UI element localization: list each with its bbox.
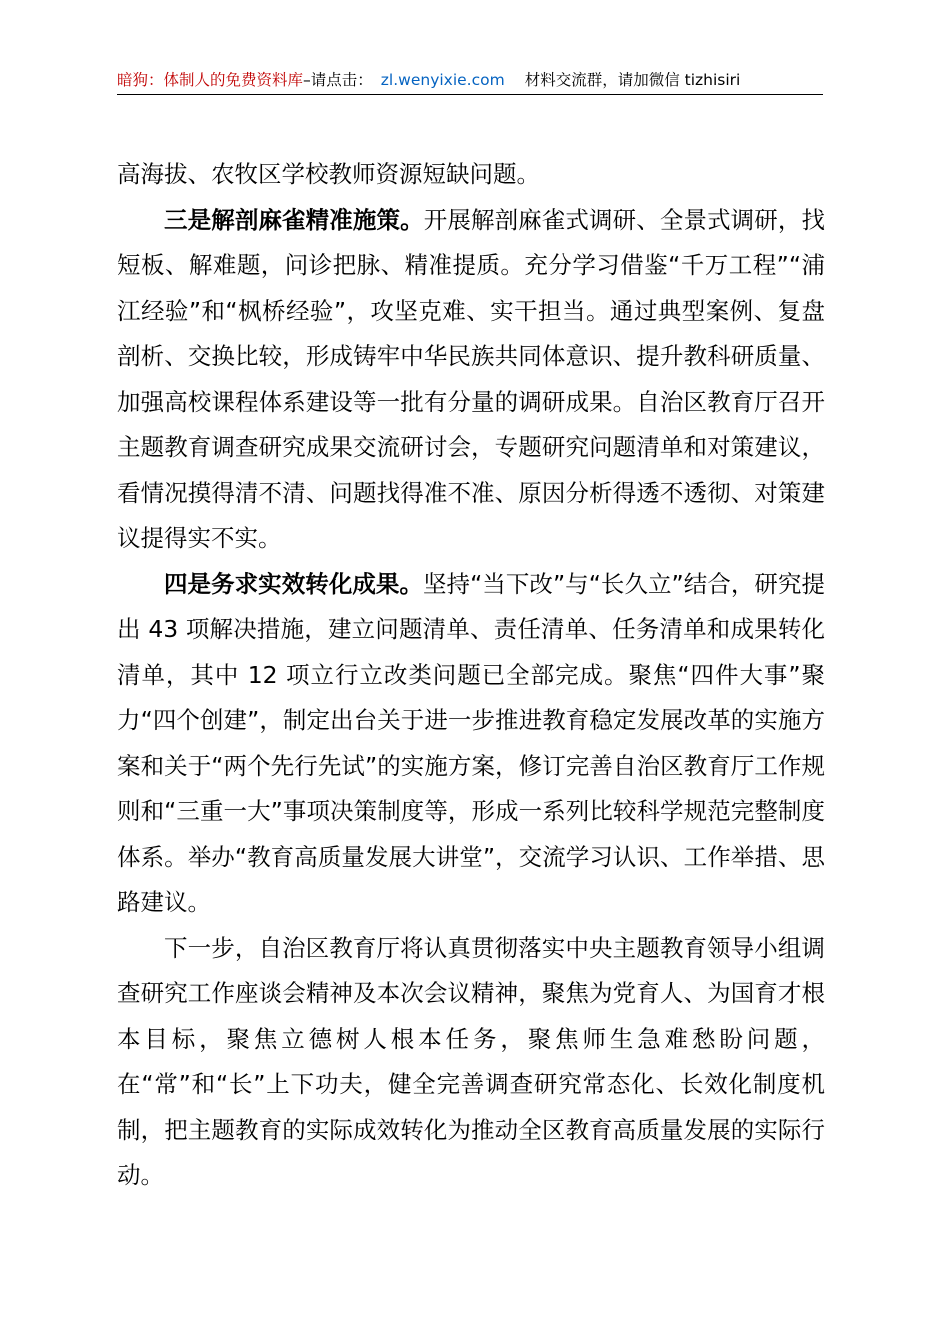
paragraph-point-four [117, 562, 825, 926]
header-prompt: –请点击： [303, 71, 373, 89]
paragraph-continuation [117, 152, 825, 198]
paragraph-text: 下一步，自治区教育厅将认真贯彻落实中央主题教育领导小组调查研究工作座谈会精神及本次会议精神，聚焦为党育人、为国育才根本目标，聚焦立德树人根本任务，聚焦师生急难愁盼问题，在“常”和“长”上下功夫，健全完善调查研究常态化、长效化制度机制，把主题教育的实际成效转化为推动全区教育高质量发展的实际行动。 [117, 933, 825, 1189]
paragraph-text: 开展解剖麻雀式调研、全景式调研，找短板、解难题，问诊把脉、精准提质。充分学习借鉴“千万工程”“浦江经验”和“枫桥经验”，攻坚克难、实干担当。通过典型案例、复盘剖析、交换比较，形成铸牢中华民族共同体意识、提升教科研质量、加强高校课程体系建设等一批有分量的调研成果。自治区教育厅召开主题教育调查研究成果交流研讨会，专题研究问题清单和对策建议，看情况摸得清不清、问题找得准不准、原因分析得透不透彻、对策建议提得实不实。 [117, 205, 826, 552]
paragraph-text: 坚持“当下改”与“长久立”结合，研究提出 43 项解决措施，建立问题清单、责任清单、任务清单和成果转化清单，其中 12 项立行立改类问题已全部完成。聚焦“四件大事”聚力“四个创建”，制定出台关于进一步推进教育稳定发展改革的实施方案和关于“两个先行先试”的实施方案，修订完善自治区教育厅工作规则和“三重一大”事项决策制度等，形成一系列比较科学规范完整制度体系。举办“教育高质量发展大讲堂”，交流学习认识、工作举措、思路建议。 [117, 569, 826, 916]
header-brand: 暗狗：体制人的免费资料库 [117, 71, 304, 89]
paragraph-text: 高海拔、农牧区学校教师资源短缺问题。 [117, 160, 540, 188]
paragraph-point-three [117, 198, 825, 562]
page-header [117, 68, 823, 95]
paragraph-lead-heading: 三是解剖麻雀精准施策。 [164, 205, 424, 234]
paragraph-lead-heading: 四是务求实效转化成果。 [164, 569, 423, 598]
paragraph-next-steps [117, 926, 825, 1199]
header-link[interactable]: zl.wenyixie.com [380, 71, 505, 89]
document-body [117, 152, 825, 1199]
header-contact: 材料交流群，请加微信 tizhisiri [524, 71, 741, 89]
